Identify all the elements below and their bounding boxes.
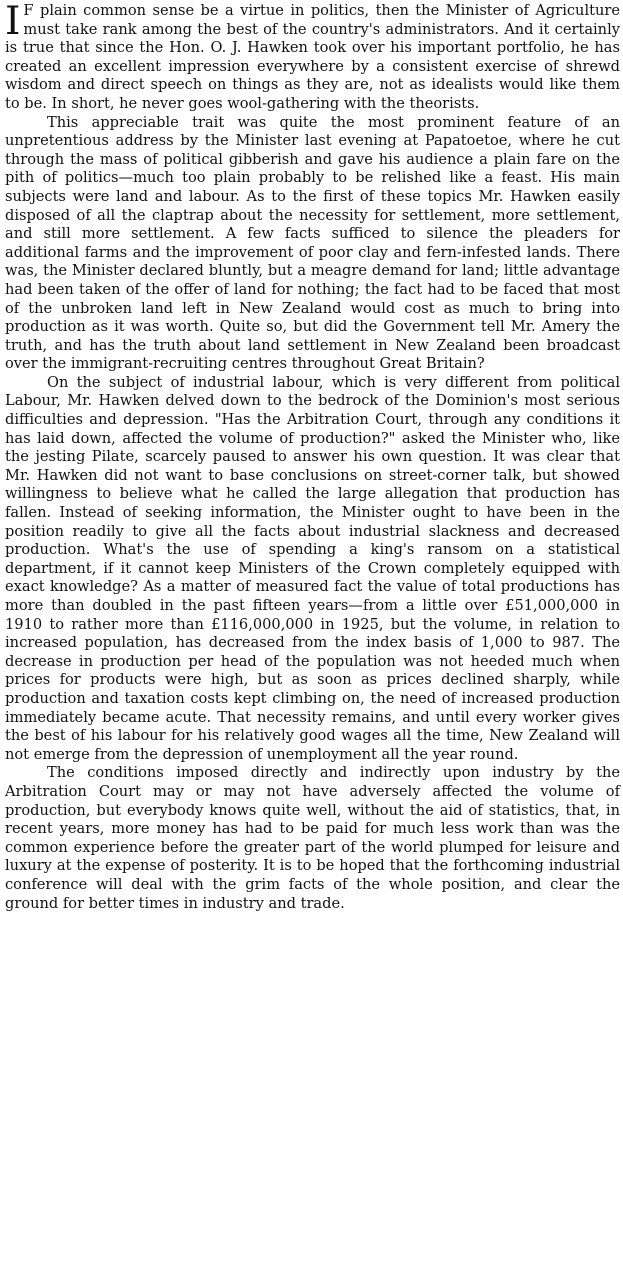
paragraph-text: This appreciable trait was quite the most prominent feature of an unpretentious address by the Minister last evening at Papatoetoe, where he cut through the mass of political gibberish and gave his audience a plain fare on the pith of politics—much too plain probably to be relished like a feast. His main subjects were land and labour. As to the first of these topics Mr. Hawken easily disposed of all the claptrap about the necessity for settlement, more settlement, and still more settlement. A few facts sufficed to silence the pleaders for additional farms and the improvement of poor clay and fern-infested lands. There was, the Minister declared bluntly, but a meagre demand for land; little advantage had been taken of the offer of land for nothing; the fact had to be faced that most of the unbroken land left in New Zealand would cost as much to bring into production as it was worth. Quite so, but did the Government tell Mr. Amery the truth, and has the truth about land settlement in New Zealand been broadcast over the immigrant-recruiting centres throughout Great Britain? xyxy=(5,113,620,373)
paragraph-text: On the subject of industrial labour, which is very different from political Labour, Mr. Hawken delved down to the bedrock of the Dominion's most serious difficulties and depression. "Has the Arbitration Court, through any conditions it has laid down, affected the volume of production?" asked the Minister who, like the jesting Pilate, scarcely paused to answer his own question. It was clear that Mr. Hawken did not want to base conclusions on street-corner talk, but showed willingness to believe what he called the large allegation that production has fallen. Instead of seeking information, the Minister ought to have been in the position readily to give all the facts about industrial slackness and decreased production. What's the use of spending a king's ransom on a statistical department, if it cannot keep Ministers of the Crown completely equipped with exact knowledge? As a matter of measured fact the value of total productions has more than doubled in the past fifteen years—from a little over £51,000,000 in 1910 to rather more than £116,000,000 in 1925, but the volume, in relation to increased population, has decreased from the index basis of 1,000 to 987. The decrease in production per head of the population was not heeded much when prices for products were high, but as soon as prices declined sharply, while production and taxation costs kept climbing on, the need of increased production immediately became acute. That necessity remains, and until every worker gives the best of his labour for his relatively good wages all the time, New Zealand will not emerge from the depression of unemployment all the year round. xyxy=(5,373,620,763)
article-paragraph-1 xyxy=(5,2,620,114)
drop-cap: I xyxy=(5,0,21,44)
article-paragraph-3 xyxy=(5,374,620,764)
article-paragraph-2 xyxy=(5,114,620,374)
paragraph-text: The conditions imposed directly and indirectly upon industry by the Arbitration Court may or may not have adversely affected the volume of production, but everybody knows quite well, without the aid of statistics, that, in recent years, more money has had to be paid for much less work than was the common experience before the greater part of the world plumped for leisure and luxury at the expense of posterity. It is to be hoped that the forthcoming industrial conference will deal with the grim facts of the whole position, and clear the ground for better times in industry and trade. xyxy=(5,764,620,912)
article-paragraph-4 xyxy=(5,764,620,913)
paragraph-text: F plain common sense be a virtue in politics, then the Minister of Agriculture must take rank among the best of the country's administrators. And it certainly is true that since the Hon. O. J. Hawken took over his important portfolio, he has created an excellent impression everywhere by a consistent exercise of shrewd wisdom and direct speech on things as they are, not as idealists would like them to be. In short, he never goes wool-gathering with the theorists. xyxy=(5,2,620,112)
article-column xyxy=(5,2,620,913)
